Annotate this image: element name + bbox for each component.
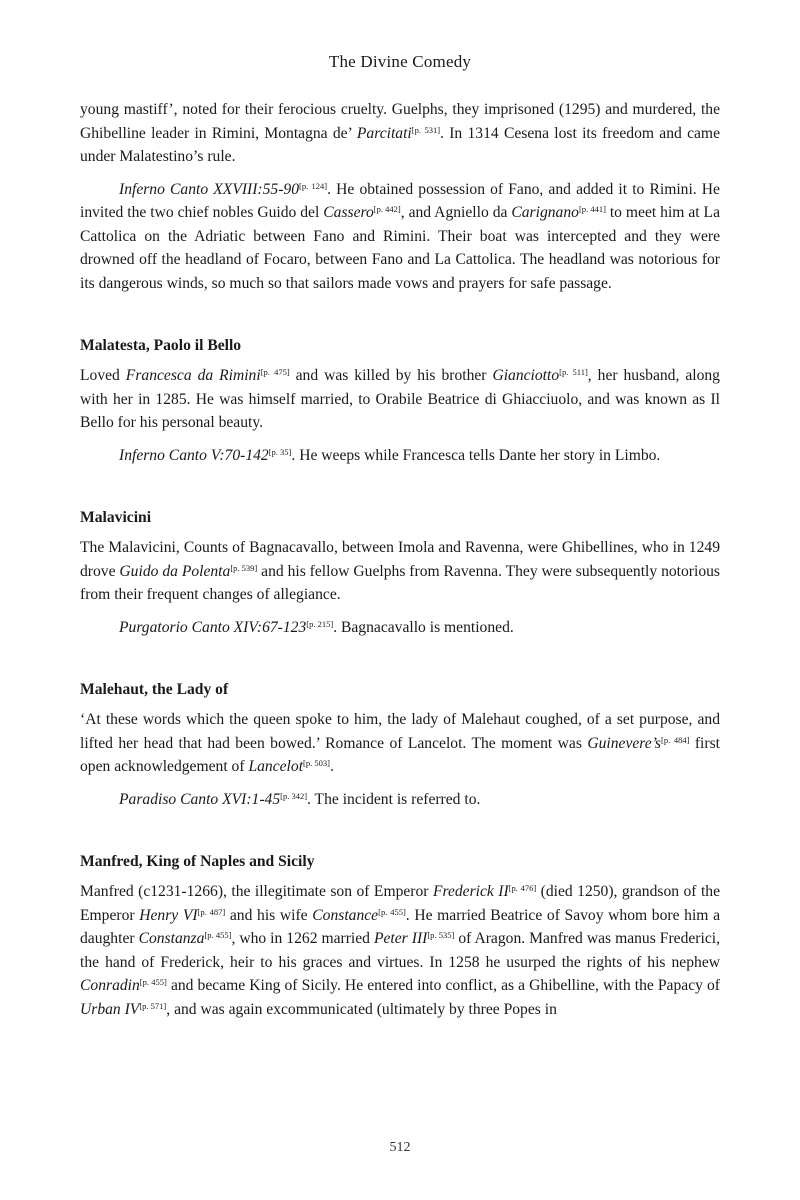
page-body xyxy=(80,98,720,1030)
entry-heading: Malehaut, the Lady of xyxy=(80,681,229,698)
cross-reference-link[interactable]: Gianciotto xyxy=(492,367,560,384)
entry-heading: Malavicini xyxy=(80,509,152,526)
entry-malavicini xyxy=(80,506,720,639)
page-reference[interactable]: [p. 215] xyxy=(306,618,334,629)
cross-reference-link[interactable]: Carignano xyxy=(511,204,579,221)
cross-reference-link[interactable]: Conradin xyxy=(80,977,140,994)
entry-heading: Malatesta, Paolo il Bello xyxy=(80,337,242,354)
entry-paolo xyxy=(80,334,720,467)
page-reference[interactable]: [p. 531] xyxy=(411,124,441,135)
canto-reference-link[interactable]: Paradiso Canto XVI:1-45 xyxy=(119,790,281,808)
page-reference[interactable]: [p. 441] xyxy=(578,204,606,214)
paragraph: Loved Francesca da Rimini[p. 475] and was killed by his brother Gianciotto[p. 511], her husband, along with her in 1285. He was himself married, to Orabile Beatrice di Ghiacciuolo, and was known as Il Bello for his personal beauty. xyxy=(80,367,720,431)
canto-reference-link[interactable]: Inferno Canto V:70-142 xyxy=(119,446,269,464)
cross-reference-link[interactable]: Parcitati xyxy=(356,124,412,142)
cross-reference-link[interactable]: Peter III xyxy=(373,930,428,947)
paragraph: The Malavicini, Counts of Bagnacavallo, between Imola and Ravenna, were Ghibellines, who in 1249 drove Guido da Polenta[p. 539] and his fellow Guelphs from Ravenna. They were subsequently notorious from their frequent changes of allegiance. xyxy=(80,539,720,603)
cross-reference-link[interactable]: Lancelot xyxy=(248,758,304,775)
page-reference[interactable]: [p. 342] xyxy=(280,790,308,801)
page-reference[interactable]: [p. 487] xyxy=(197,906,226,917)
page-reference[interactable]: [p. 455] xyxy=(204,930,232,940)
entry-continuation xyxy=(80,98,720,295)
page-reference[interactable]: [p. 535] xyxy=(427,930,455,940)
paragraph: young mastiff’, noted for their ferocious cruelty. Guelphs, they imprisoned (1295) and murdered, the Ghibelline leader in Rimini, Montagna de’ Parcitati[p. 531]. In 1314 Cesena lost its freedom and came under Malatestino’s rule. xyxy=(80,101,720,165)
cross-reference-link[interactable]: Guido da Polenta xyxy=(119,562,231,580)
cross-reference-link[interactable]: Guinevere’s xyxy=(587,734,661,752)
page-reference[interactable]: [p. 442] xyxy=(373,204,401,214)
entry-malehaut xyxy=(80,678,720,811)
page-reference[interactable]: [p. 539] xyxy=(230,562,258,573)
page-reference[interactable]: [p. 455] xyxy=(378,906,406,917)
page-reference[interactable]: [p. 476] xyxy=(508,883,537,893)
canto-reference-link[interactable]: Inferno Canto XXVIII:55-90 xyxy=(119,180,299,198)
entry-manfred xyxy=(80,850,720,1021)
page-reference[interactable]: [p. 475] xyxy=(260,367,290,377)
canto-reference-paragraph: Purgatorio Canto XIV:67-123[p. 215]. Bagnacavallo is mentioned. xyxy=(119,618,514,636)
running-head: The Divine Comedy xyxy=(328,52,472,71)
paragraph: Manfred (c1231-1266), the illegitimate son of Emperor Frederick II[p. 476] (died 1250), grandson of the Emperor Henry VI[p. 487] and his wife Constance[p. 455]. He married Beatrice of Savoy whom bore him a daughter Constanza[p. 455], who in 1262 married Peter III[p. 535] of Aragon. Manfred was manus Frederici, the hand of Frederick, heir to his graces and virtues. In 1258 he usurped the rights of his nephew Conradin[p. 455] and became King of Sicily. He entered into conflict, as a Ghibelline, with the Papacy of Urban IV[p. 571], and was again excommunicated (ultimately by three Popes in xyxy=(80,883,721,1018)
paragraph: ‘At these words which the queen spoke to him, the lady of Malehaut coughed, of a set purpose, and lifted her head that had been bowed.’ Romance of Lancelot. The moment was Guinevere’s[p. 484] first open acknowledgement of Lancelot[p. 503]. xyxy=(80,711,720,775)
entry-heading: Manfred, King of Naples and Sicily xyxy=(80,853,315,870)
cross-reference-link[interactable]: Constance xyxy=(312,906,379,924)
page-reference[interactable]: [p. 571] xyxy=(139,1000,167,1011)
canto-reference-link[interactable]: Purgatorio Canto XIV:67-123 xyxy=(119,618,307,636)
page-reference[interactable]: [p. 503] xyxy=(303,758,330,768)
page-reference[interactable]: [p. 511] xyxy=(559,367,588,377)
canto-reference-paragraph: Paradiso Canto XVI:1-45[p. 342]. The incident is referred to. xyxy=(119,790,481,808)
cross-reference-link[interactable]: Urban IV xyxy=(80,1000,140,1018)
cross-reference-link[interactable]: Francesca da Rimini xyxy=(125,367,261,384)
cross-reference-link[interactable]: Frederick II xyxy=(432,883,509,900)
page-reference[interactable]: [p. 124] xyxy=(299,180,328,191)
cross-reference-link[interactable]: Constanza xyxy=(138,930,205,947)
canto-reference-paragraph: Inferno Canto XXVIII:55-90[p. 124]. He obtained possession of Fano, and added it to Rimini. He invited the two chief nobles Guido del Cassero[p. 442], and Agniello da Carignano[p. 441] to meet him at La Cattolica on the Adriatic between Fano and Rimini. Their boat was intercepted and they were drowned off the headland of Focaro, between Fano and La Cattolica. The headland was notorious for its dangerous winds, so much so that sailors made vows and prayers for safe passage. xyxy=(80,180,720,292)
page-reference[interactable]: [p. 455] xyxy=(139,977,167,987)
cross-reference-link[interactable]: Henry VI xyxy=(139,906,198,924)
page-reference[interactable]: [p. 35] xyxy=(268,446,292,457)
canto-reference-paragraph: Inferno Canto V:70-142[p. 35]. He weeps while Francesca tells Dante her story in Limbo. xyxy=(119,446,661,464)
page-number: 512 xyxy=(389,1140,411,1155)
cross-reference-link[interactable]: Cassero xyxy=(323,204,374,221)
page-reference[interactable]: [p. 484] xyxy=(660,734,690,745)
